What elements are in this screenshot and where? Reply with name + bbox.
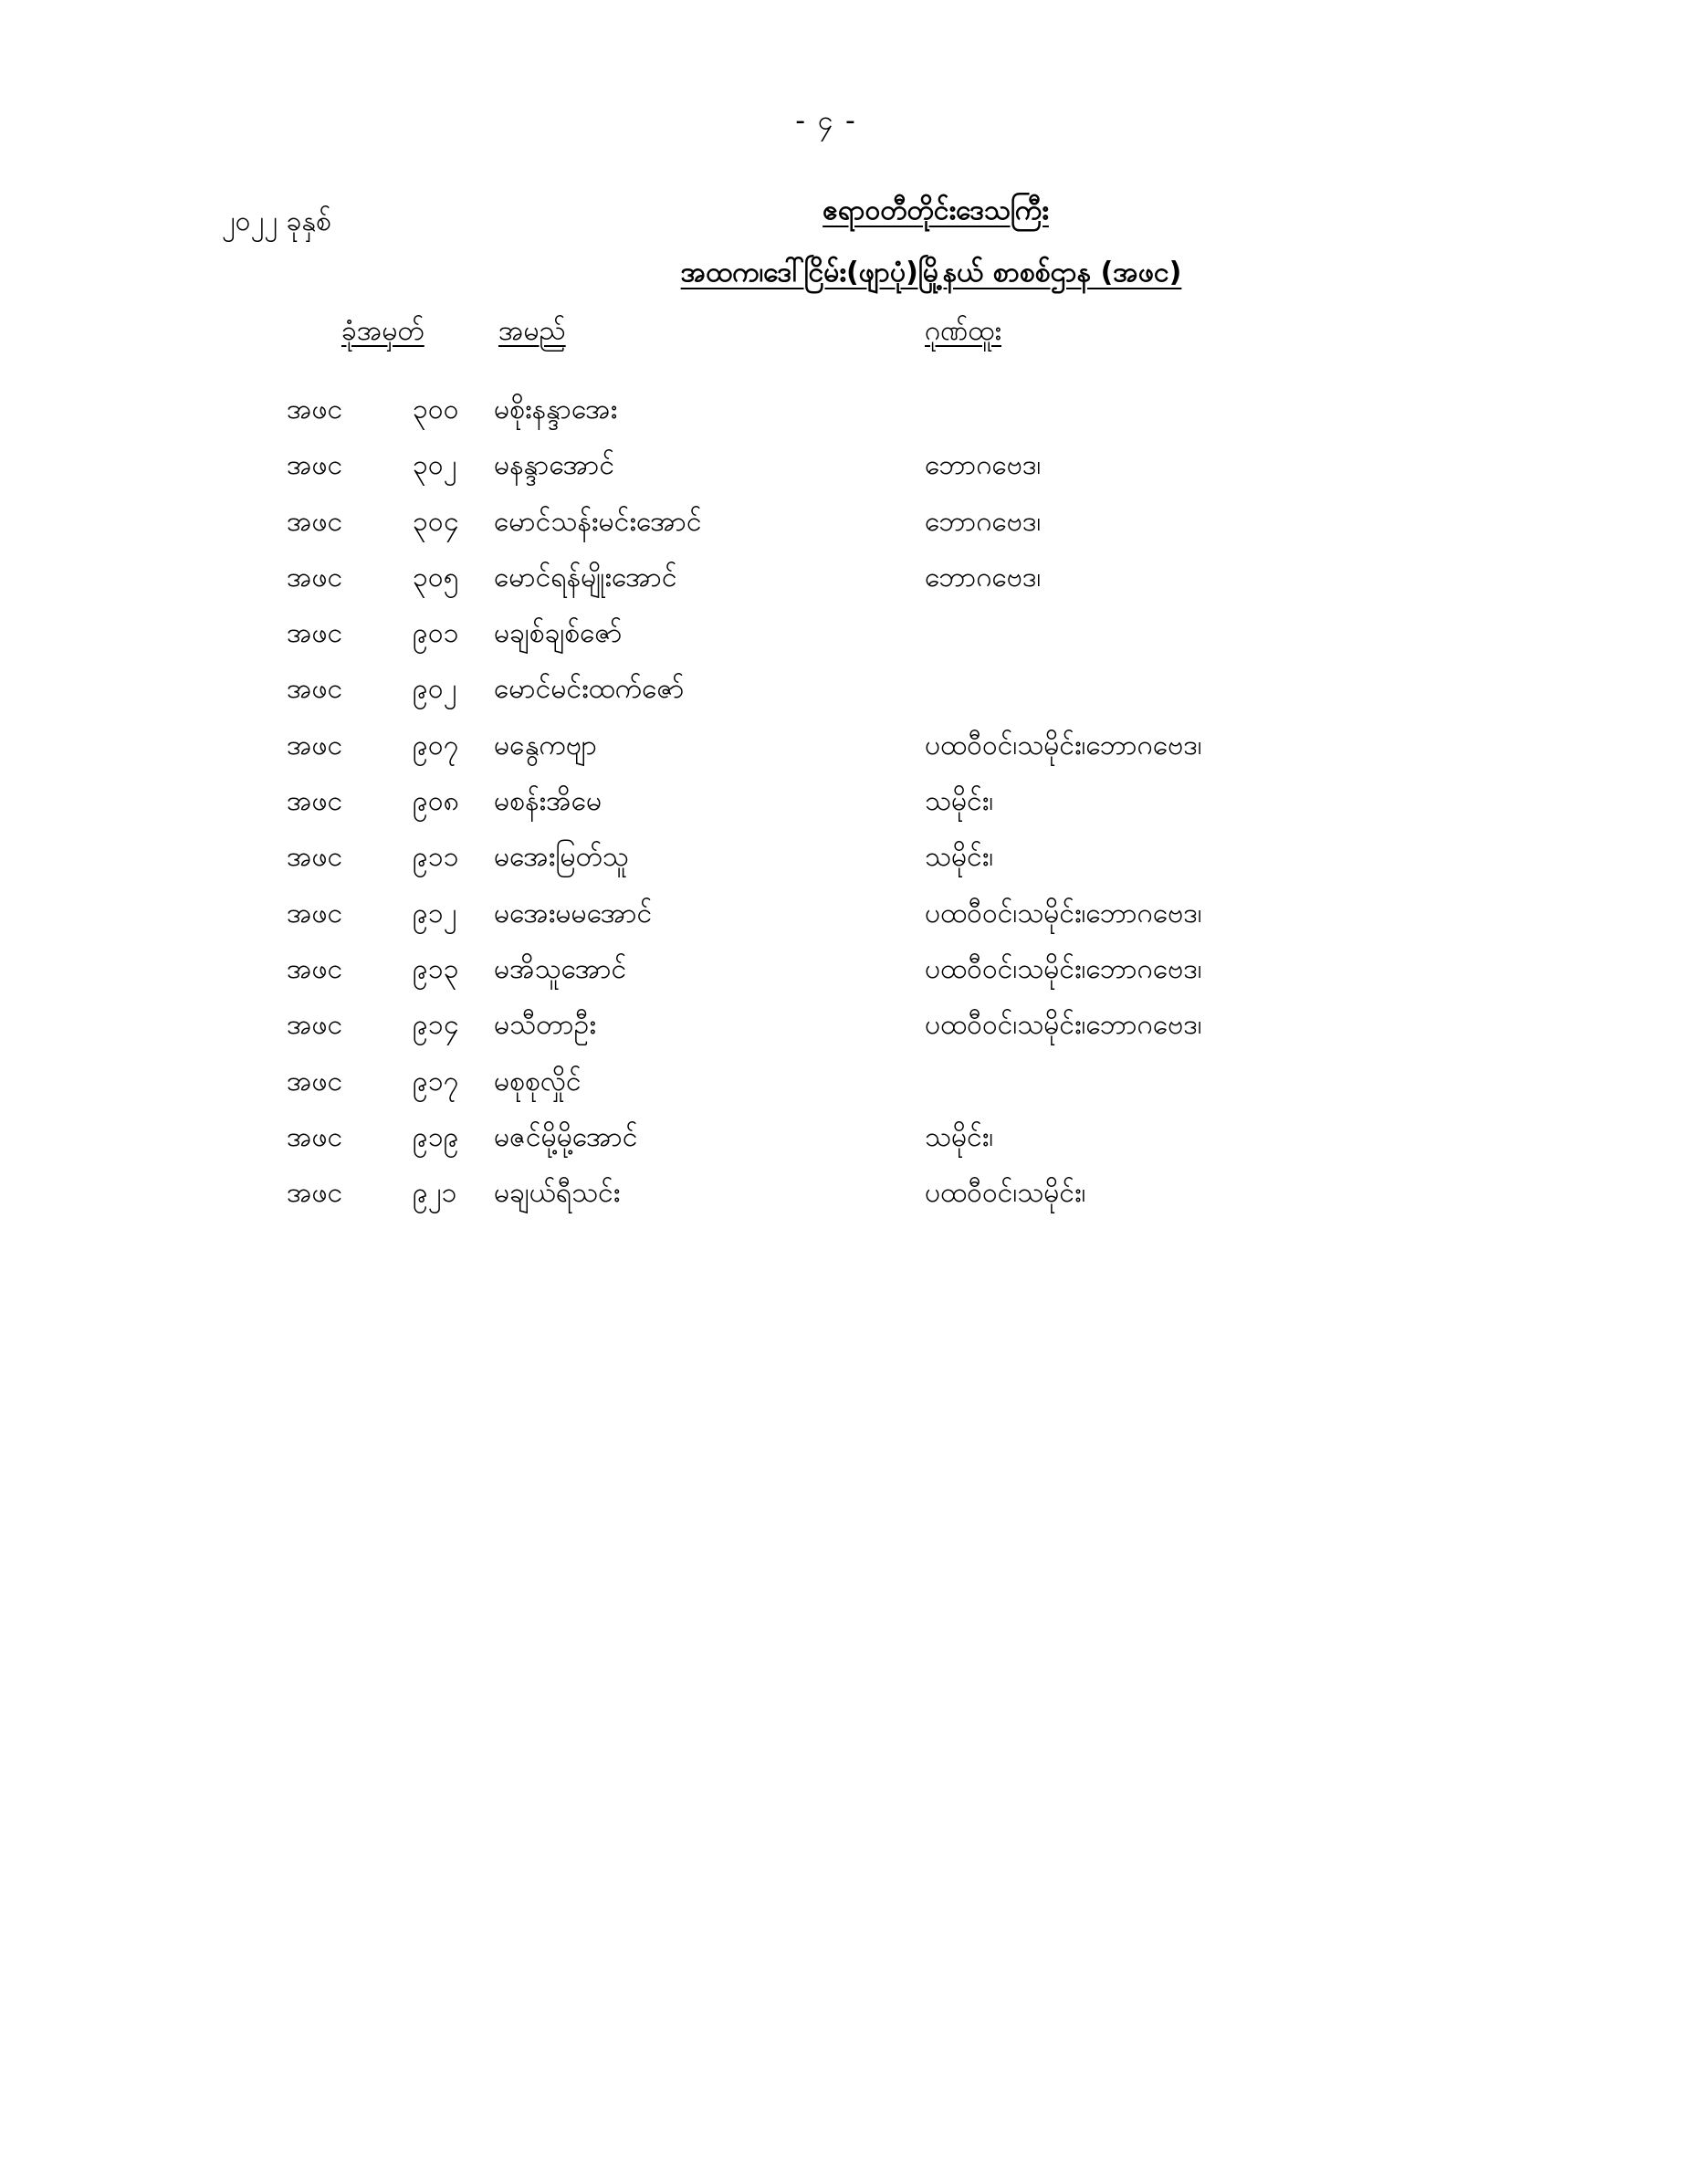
row-center-code: အဖင xyxy=(287,505,343,538)
row-center-code: အဖင xyxy=(287,1009,343,1042)
row-roll-number: ၃၀၅ xyxy=(413,561,459,593)
row-center-code: အဖင xyxy=(287,952,343,985)
row-name: မသီတာဦး xyxy=(494,1009,596,1042)
table-row xyxy=(0,1165,1687,1221)
row-roll-number: ၉၁၂ xyxy=(413,897,457,929)
row-roll-number: ၃၀၂ xyxy=(413,449,457,482)
row-roll-number: ၉၀၈ xyxy=(413,785,459,818)
row-distinctions: ဘောဂဗေဒ၊ xyxy=(925,561,1042,593)
row-center-code: အဖင xyxy=(287,673,343,706)
row-center-code: အဖင xyxy=(287,561,343,593)
row-roll-number: ၃၀၀ xyxy=(413,394,459,425)
row-center-code: အဖင xyxy=(287,1120,343,1153)
row-name: မအေးမမအောင် xyxy=(494,897,653,929)
column-header-name: အမည် xyxy=(498,315,566,347)
row-distinctions: သမိုင်း၊ xyxy=(925,841,994,874)
row-center-code: အဖင xyxy=(287,449,343,482)
row-roll-number: ၉၁၉ xyxy=(413,1120,459,1153)
row-name: မောင်သန်းမင်းအောင် xyxy=(494,505,702,538)
row-center-code: အဖင xyxy=(287,1065,343,1097)
table-row xyxy=(0,494,1687,550)
table-row xyxy=(0,718,1687,773)
row-distinctions: သမိုင်း၊ xyxy=(925,785,994,818)
table-row xyxy=(0,661,1687,717)
table-row xyxy=(0,605,1687,661)
row-distinctions: ပထဝီဝင်၊သမိုင်း၊ဘောဂဗေဒ၊ xyxy=(925,1009,1202,1042)
row-center-code: အဖင xyxy=(287,394,343,425)
table-row xyxy=(0,437,1687,493)
page-number: - ၄ - xyxy=(795,105,857,137)
row-center-code: အဖင xyxy=(287,729,343,761)
table-row xyxy=(0,886,1687,941)
row-distinctions: ပထဝီဝင်၊သမိုင်း၊ xyxy=(925,1177,1086,1210)
row-roll-number: ၉၀၇ xyxy=(413,729,459,761)
column-header-distinction: ဂုဏ်ထူး xyxy=(925,315,1001,347)
row-name: မနန္ဒာအောင် xyxy=(494,449,615,482)
row-distinctions: ပထဝီဝင်၊သမိုင်း၊ဘောဂဗေဒ၊ xyxy=(925,897,1202,929)
row-distinctions: ပထဝီဝင်၊သမိုင်း၊ဘောဂဗေဒ၊ xyxy=(925,952,1202,985)
exam-center-title: အထက၊ဒေါ်ငြိမ်း(ဖျာပုံ)မြို့နယ် စာစစ်ဌာန (အဖင) xyxy=(680,257,1182,289)
row-name: မဇင်မို့မို့အောင် xyxy=(494,1120,638,1153)
row-center-code: အဖင xyxy=(287,617,343,650)
row-distinctions: ပထဝီဝင်၊သမိုင်း၊ဘောဂဗေဒ၊ xyxy=(925,729,1202,761)
row-distinctions: ဘောဂဗေဒ၊ xyxy=(925,505,1042,538)
row-name: မောင်မင်းထက်ဇော် xyxy=(494,673,685,706)
row-center-code: အဖင xyxy=(287,897,343,929)
row-name: မစိုးနန္ဒာအေး xyxy=(494,394,618,425)
table-row xyxy=(0,382,1687,437)
results-list xyxy=(0,382,1687,1221)
row-roll-number: ၉၁၇ xyxy=(413,1065,459,1097)
table-row xyxy=(0,941,1687,997)
row-roll-number: ၃၀၄ xyxy=(413,505,459,538)
row-name: မချစ်ချစ်ဇော် xyxy=(494,617,623,650)
row-name: မစုစုလှိုင် xyxy=(494,1065,582,1097)
row-roll-number: ၉၁၁ xyxy=(413,841,459,874)
row-distinctions: ဘောဂဗေဒ၊ xyxy=(925,449,1042,482)
row-name: မနွေကဗျာ xyxy=(494,729,598,761)
row-roll-number: ၉၀၂ xyxy=(413,673,457,706)
row-center-code: အဖင xyxy=(287,841,343,874)
column-header-roll-number: ခုံအမှတ် xyxy=(341,315,424,347)
year-label: ၂၀၂၂ ခုနှစ် xyxy=(222,205,331,237)
table-row xyxy=(0,1054,1687,1109)
row-roll-number: ၉၂၁ xyxy=(413,1177,457,1210)
row-name: မအိသူအောင် xyxy=(494,952,627,985)
row-name: မအေးမြတ်သူ xyxy=(494,841,629,874)
table-row xyxy=(0,773,1687,829)
row-distinctions: သမိုင်း၊ xyxy=(925,1120,994,1153)
row-name: မစန်းအိမေ xyxy=(494,785,602,818)
table-row xyxy=(0,829,1687,885)
row-roll-number: ၉၁၃ xyxy=(413,952,459,985)
row-name: မချယ်ရီသင်း xyxy=(494,1177,621,1210)
row-roll-number: ၉၁၄ xyxy=(413,1009,459,1042)
table-row xyxy=(0,1109,1687,1165)
row-center-code: အဖင xyxy=(287,785,343,818)
region-title: ဧရာဝတီတိုင်းဒေသကြီး xyxy=(823,194,1049,226)
row-name: မောင်ရန်မျိုးအောင် xyxy=(494,561,677,593)
table-row xyxy=(0,997,1687,1053)
table-row xyxy=(0,550,1687,605)
row-center-code: အဖင xyxy=(287,1177,343,1210)
row-roll-number: ၉၀၁ xyxy=(413,617,459,650)
